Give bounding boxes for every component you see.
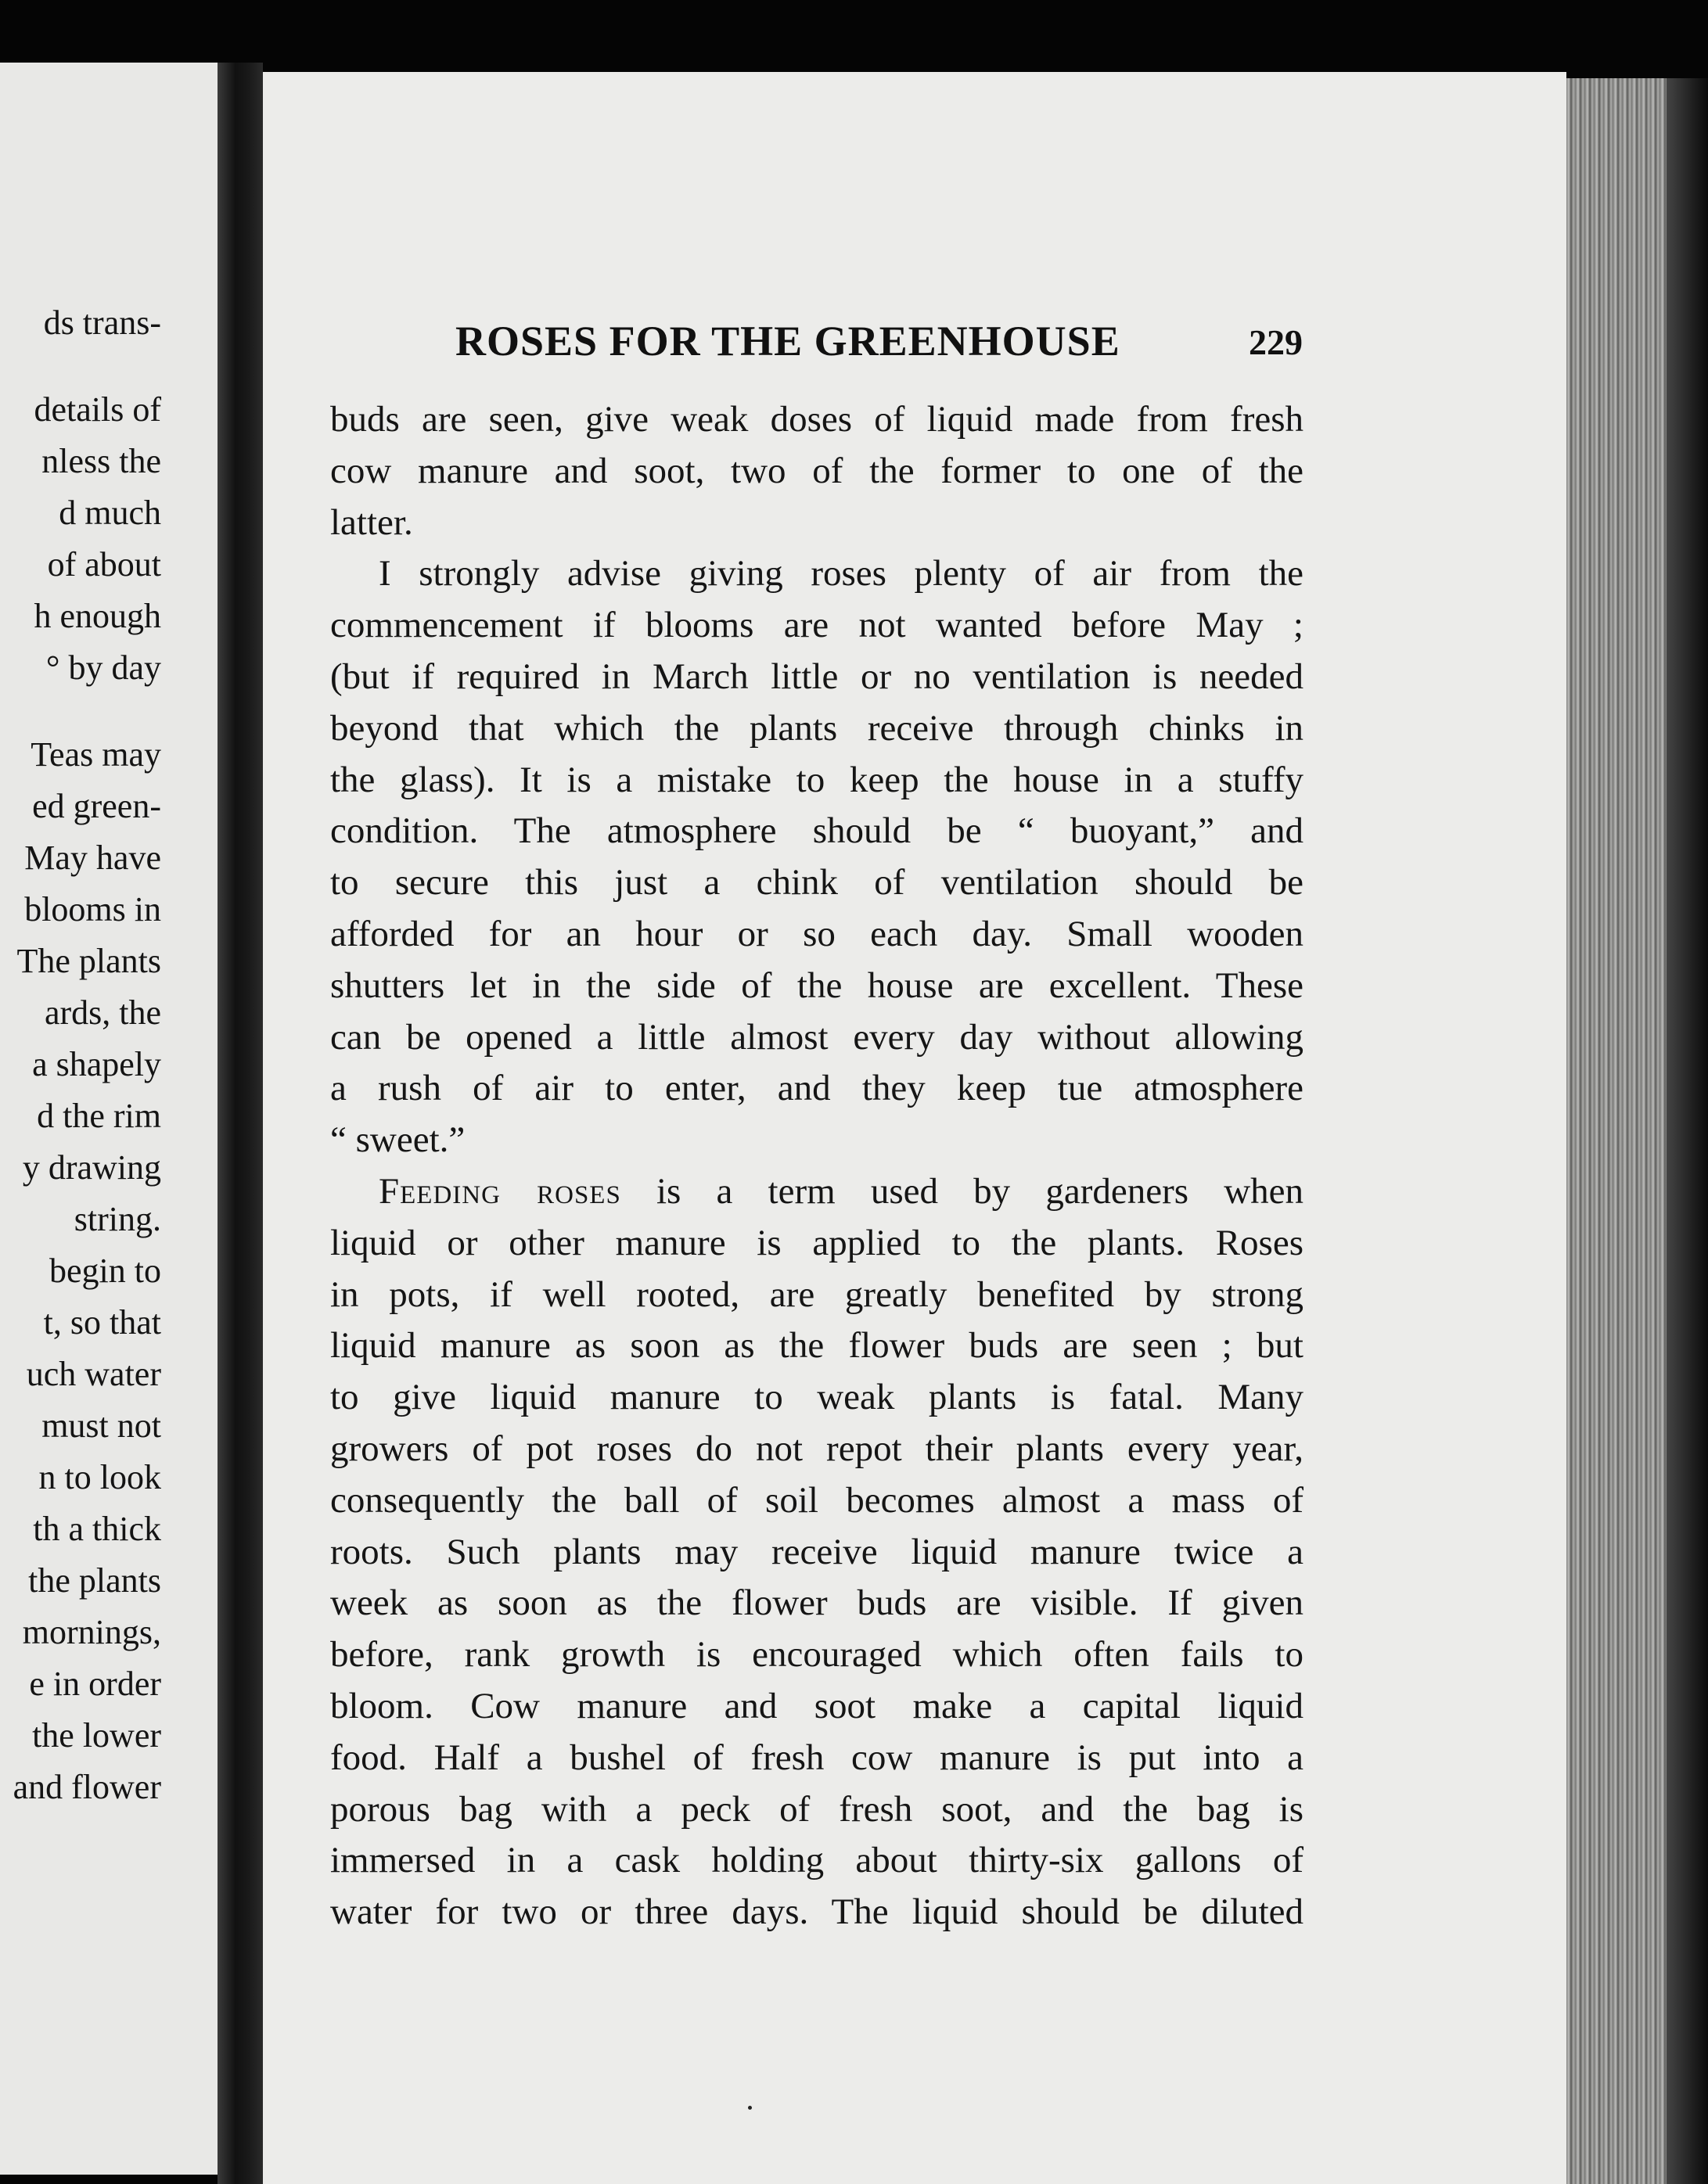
- text-line: shutters let in the side of the house are excellent. These: [330, 964, 1303, 1006]
- text-line: latter.: [330, 501, 413, 543]
- previous-page-line: d the rim: [37, 1097, 161, 1135]
- current-page: [263, 72, 1566, 2184]
- previous-page-line: ds trans-: [43, 304, 161, 342]
- previous-page-line: May have: [24, 839, 161, 877]
- previous-page-line: n to look: [38, 1458, 161, 1496]
- previous-page-text: [13, 297, 161, 1813]
- text-line: I strongly advise giving roses plenty of air from the: [379, 553, 1303, 594]
- text-line: liquid manure as soon as the flower buds are seen ; but: [330, 1325, 1303, 1367]
- previous-page-line: and flower: [13, 1768, 161, 1806]
- previous-page-line: the plants: [28, 1561, 161, 1600]
- previous-page-line: the lower: [32, 1716, 161, 1755]
- text-line: porous bag with a peck of fresh soot, and the bag is: [330, 1788, 1303, 1830]
- previous-page-line: of about: [47, 545, 161, 584]
- previous-page-line: blooms in: [24, 890, 161, 929]
- previous-page-line: t, so that: [43, 1303, 161, 1342]
- text-line: food. Half a bushel of fresh cow manure is put into a: [330, 1737, 1303, 1778]
- text-line: water for two or three days. The liquid should be diluted: [330, 1891, 1303, 1933]
- text-line: is a term used by gardeners when: [656, 1170, 1303, 1212]
- previous-page-line: ed green-: [32, 787, 161, 825]
- text-line: afforded for an hour or so each day. Small wooden: [330, 913, 1303, 954]
- text-line: immersed in a cask holding about thirty-six gallons of: [330, 1840, 1303, 1881]
- previous-page-line: string.: [74, 1200, 161, 1238]
- text-line: can be opened a little almost every day without allowing: [330, 1016, 1303, 1058]
- feeding-roses-line: [330, 1166, 1303, 1218]
- text-line: to secure this just a chink of ventilation should be: [330, 862, 1303, 903]
- running-head-title: ROSES FOR THE GREENHOUSE: [455, 318, 1120, 365]
- previous-page-gap: [13, 694, 161, 729]
- previous-page-line: uch water: [26, 1355, 161, 1393]
- text-line: growers of pot roses do not repot their plants every year,: [330, 1428, 1303, 1469]
- text-line: before, rank growth is encouraged which often fails to: [330, 1634, 1303, 1676]
- dust-speck: [748, 2106, 752, 2110]
- text-line: in pots, if well rooted, are greatly benefited by strong: [330, 1273, 1303, 1315]
- text-line: commencement if blooms are not wanted before May ;: [330, 605, 1303, 646]
- page-body: [330, 394, 1303, 1938]
- previous-page-gap: [13, 349, 161, 384]
- text-line: bloom. Cow manure and soot make a capital liquid: [330, 1685, 1303, 1726]
- text-line: condition. The atmosphere should be “ buoyant,” and: [330, 810, 1303, 852]
- previous-page-line: Teas may: [31, 735, 161, 774]
- previous-page-line: begin to: [49, 1252, 161, 1290]
- previous-page-line: d much: [59, 494, 161, 532]
- previous-page-line: y drawing: [22, 1148, 161, 1187]
- text-line: “ sweet.”: [330, 1119, 466, 1161]
- previous-page-line: ards, the: [44, 993, 161, 1032]
- previous-page-line: must not: [41, 1406, 161, 1445]
- text-line: cow manure and soot, two of the former to one of the: [330, 450, 1303, 491]
- text-line: week as soon as the flower buds are visible. If given: [330, 1582, 1303, 1624]
- previous-page-line: h enough: [34, 597, 161, 635]
- text-line: (but if required in March little or no ventilation is needed: [330, 656, 1303, 697]
- previous-page: [0, 63, 218, 2175]
- text-line: buds are seen, give weak doses of liquid made from fresh: [330, 399, 1303, 440]
- text-line: roots. Such plants may receive liquid manure twice a: [330, 1531, 1303, 1572]
- text-line: the glass). It is a mistake to keep the house in a stuffy: [330, 759, 1303, 800]
- previous-page-line: ° by day: [45, 648, 161, 687]
- text-line: to give liquid manure to weak plants is fatal. Many: [330, 1377, 1303, 1418]
- previous-page-line: a shapely: [32, 1045, 161, 1083]
- text-line: a rush of air to enter, and they keep tue atmosphere: [330, 1068, 1303, 1109]
- text-line: liquid or other manure is applied to the plants. Roses: [330, 1222, 1303, 1263]
- feeding-roses-heading: Feeding roses: [379, 1170, 621, 1212]
- book-gutter: [218, 63, 263, 2184]
- previous-page-line: e in order: [29, 1665, 161, 1703]
- previous-page-line: details of: [34, 390, 161, 429]
- previous-page-line: The plants: [16, 942, 161, 980]
- page-number: 229: [1249, 322, 1303, 362]
- previous-page-line: nless the: [41, 442, 161, 480]
- running-head: [263, 317, 1566, 372]
- page-block-edges: [1566, 78, 1667, 2184]
- text-line: consequently the ball of soil becomes almost a mass of: [330, 1479, 1303, 1521]
- book-cover-edge: [1667, 78, 1708, 2184]
- text-line: beyond that which the plants receive through chinks in: [330, 707, 1303, 749]
- previous-page-line: mornings,: [22, 1613, 161, 1651]
- previous-page-line: th a thick: [33, 1510, 161, 1548]
